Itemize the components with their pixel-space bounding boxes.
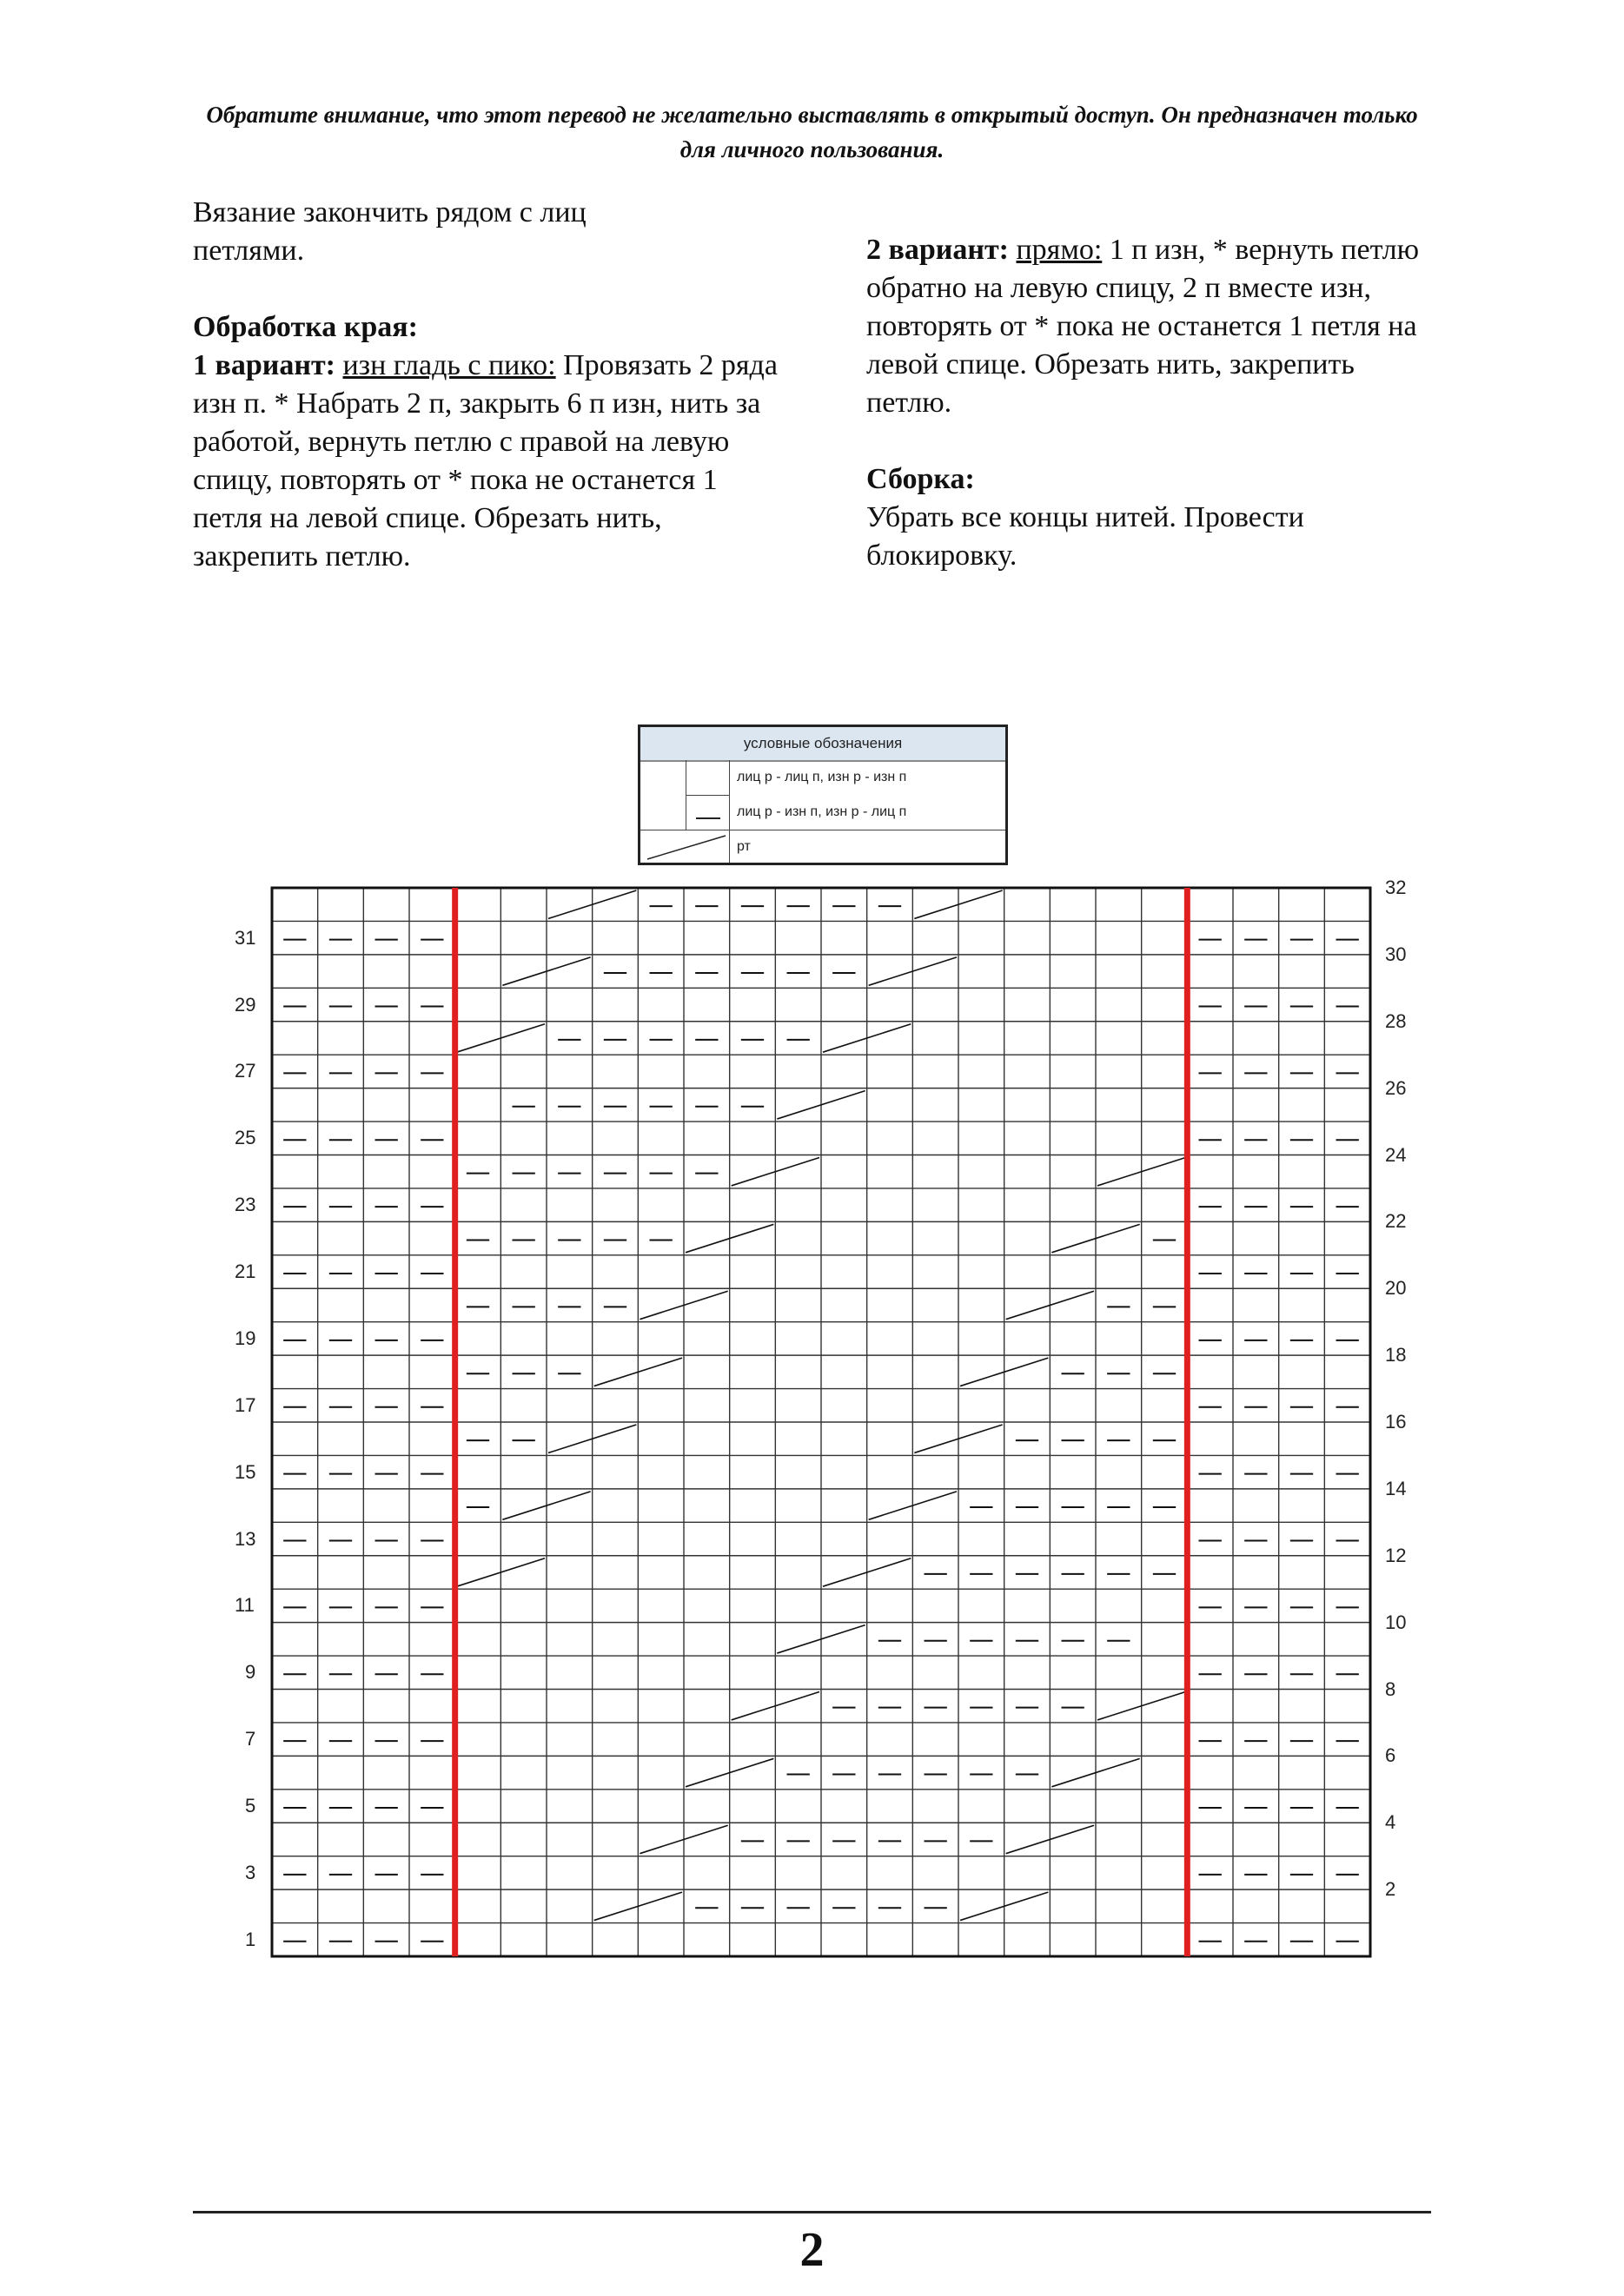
row-label-left: 29 <box>235 993 256 1016</box>
row-label-left: 31 <box>235 926 256 949</box>
row-label-left: 3 <box>245 1861 256 1883</box>
row-label-right: 8 <box>1385 1677 1396 1700</box>
edge-heading: Обработка края: <box>193 311 418 343</box>
row-label-left: 25 <box>235 1127 256 1149</box>
row-label-left: 11 <box>235 1594 255 1617</box>
row-label-left: 27 <box>235 1060 256 1082</box>
variant2-label: 2 вариант: <box>866 234 1009 266</box>
row-label-left: 21 <box>235 1260 256 1283</box>
legend-text-rt: рт <box>737 838 751 854</box>
row-label-left: 15 <box>235 1460 256 1483</box>
row-label-right: 16 <box>1385 1411 1407 1433</box>
row-label-left: 9 <box>245 1661 256 1684</box>
row-label-left: 5 <box>245 1795 256 1817</box>
translation-notice: Обратите внимание, что этот перевод не желательно выставлять в открытый доступ. Он предназначен только для личного пользования. <box>206 102 1418 162</box>
row-label-right: 2 <box>1385 1878 1396 1901</box>
row-label-right: 24 <box>1385 1143 1407 1166</box>
assembly-heading: Сборка: <box>866 463 975 495</box>
footer-divider <box>193 2211 1431 2213</box>
variant2-text: 1 п изн, * вернуть петлю обратно на левую спицу, 2 п вместе изн, повторять от * пока не останется 1 петля на левой спице. Обрезать нить, закрепить петлю. <box>866 234 1419 419</box>
legend-text-knit: лиц р - лиц п, изн р - изн п <box>737 770 907 784</box>
variant1-method: изн гладь с пико: <box>342 349 556 381</box>
row-label-left: 17 <box>235 1393 256 1416</box>
row-label-right: 26 <box>1385 1076 1407 1099</box>
row-label-right: 4 <box>1385 1811 1396 1834</box>
legend-title: условные обозначения <box>640 727 1005 762</box>
row-label-left: 7 <box>245 1728 256 1750</box>
row-label-right: 18 <box>1385 1344 1407 1366</box>
variant1-text: Провязать 2 ряда изн п. * Набрать 2 п, закрыть 6 п изн, нить за работой, вернуть петлю с правой на левую спицу, повторять от * пока не останется 1 петля на левой спице. Обрезать нить, закрепить петлю. <box>193 349 778 572</box>
assembly-text: Убрать все концы нитей. Провести блокировку. <box>866 501 1304 572</box>
row-label-right: 12 <box>1385 1544 1407 1566</box>
row-label-left: 23 <box>235 1194 256 1216</box>
row-label-left: 19 <box>235 1327 256 1349</box>
row-label-right: 30 <box>1385 943 1407 965</box>
row-label-right: 32 <box>1385 877 1407 898</box>
row-label-right: 20 <box>1385 1277 1407 1300</box>
row-label-right: 6 <box>1385 1744 1396 1767</box>
page-number: 2 <box>799 2223 825 2277</box>
row-label-right: 22 <box>1385 1210 1407 1233</box>
row-label-left: 13 <box>235 1527 256 1550</box>
row-label-right: 14 <box>1385 1477 1407 1499</box>
row-label-right: 28 <box>1385 1009 1407 1032</box>
row-label-left: 1 <box>245 1928 256 1950</box>
variant2-method: прямо: <box>1016 234 1103 266</box>
row-label-right: 10 <box>1385 1611 1407 1633</box>
intro-text: Вязание закончить рядом с лиц петлями. <box>193 196 587 267</box>
legend-text-purl: лиц р - изн п, изн р - лиц п <box>737 804 907 819</box>
variant1-label: 1 вариант: <box>193 349 335 381</box>
